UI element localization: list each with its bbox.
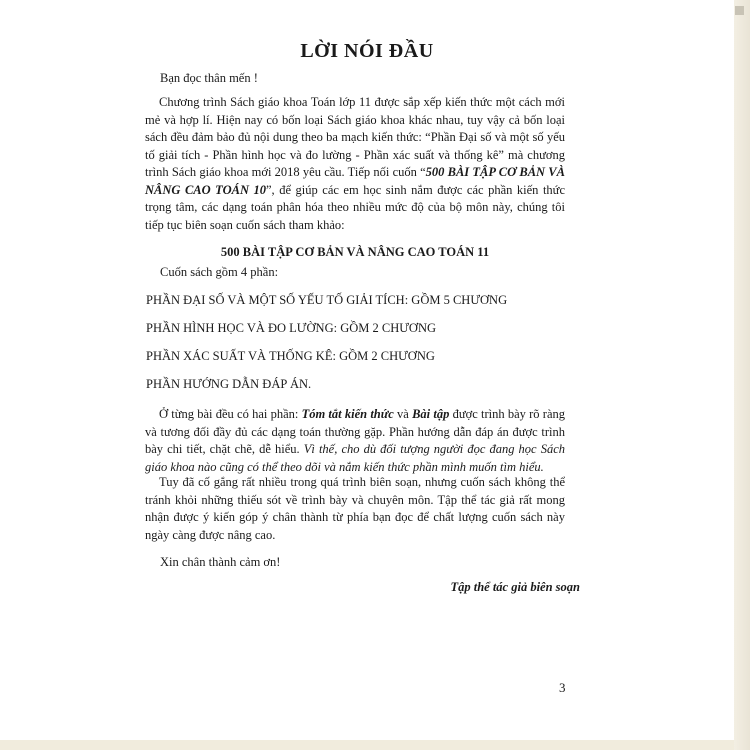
intro-text-1: Chương trình Sách giáo khoa Toán lớp 11 được sắp xếp kiến thức một cách mới mẻ và hợp lí. Hiện nay có bốn loại Sách giáo khoa khác nhau, tuy vậy cả bốn loại sách đều đảm bảo đủ nội dung theo ba mạch kiến thức: “Phần Đại số và một số yếu tố giải tích - Phần hình học và đo lường - Phần xác suất và thống kê” mà chương trình Sách giáo khoa mới 2018 yêu cầu. Tiếp nối cuốn “	[145, 95, 565, 179]
book-title: 500 BÀI TẬP CƠ BẢN VÀ NÂNG CAO TOÁN 11	[220, 245, 490, 259]
structure-paragraph	[145, 406, 565, 476]
exercise-term: Bài tập	[412, 407, 450, 421]
structure-text-a: Ở từng bài đều có hai phần:	[159, 407, 302, 421]
structure-text-e: được trình bày rõ ràng và tương đối đầy đủ các dạng toán thường gặp. Phần hướng dẫn đáp án được trình bày chi tiết, chặt chẽ, dễ hiểu.	[145, 407, 565, 456]
page-title: LỜI NÓI ĐẦU	[300, 40, 434, 62]
signature: Tập thể tác giả biên soạn	[450, 580, 580, 594]
corner-mark	[735, 6, 744, 15]
structure-text-italic: Vì thế, cho dù đối tượng người đọc đang học Sách giáo khoa nào cũng có thể theo dõi và nắm kiến thức phần mình muốn tìm hiểu.	[145, 442, 565, 474]
greeting: Bạn đọc thân mến !	[160, 71, 258, 85]
thanks-line: Xin chân thành cảm ơn!	[160, 555, 281, 569]
summary-term: Tóm tắt kiến thức	[301, 407, 394, 421]
book-reference: 500 BÀI TẬP CƠ BẢN VÀ NÂNG CAO TOÁN 10	[145, 165, 565, 197]
part-item: PHẦN HÌNH HỌC VÀ ĐO LƯỜNG: GỒM 2 CHƯƠNG	[146, 321, 437, 335]
intro-paragraph	[145, 94, 565, 234]
parts-intro: Cuốn sách gồm 4 phần:	[160, 265, 279, 279]
intro-text-2: ”, để giúp các em học sinh nắm được các phần kiến thức trọng tâm, các dạng toán phân hóa theo nhiều mức độ của bộ môn này, chúng tôi tiếp tục biên soạn cuốn sách tham khảo:	[145, 182, 565, 232]
page-number: 3	[559, 680, 566, 695]
part-item: PHẦN ĐẠI SỐ VÀ MỘT SỐ YẾU TỐ GIẢI TÍCH: GỒM 5 CHƯƠNG	[146, 293, 508, 307]
part-item: PHẦN HƯỚNG DẪN ĐÁP ÁN.	[146, 377, 312, 391]
apology-paragraph: Tuy đã cố gắng rất nhiều trong quá trình biên soạn, nhưng cuốn sách không thể tránh khỏi những thiếu sót về trình bày và chuyên môn. Tập thể tác giả rất mong nhận được ý kiến góp ý chân thành từ phía bạn đọc để chất lượng cuốn sách này ngày càng được nâng cao.	[145, 475, 565, 542]
part-item: PHẦN XÁC SUẤT VÀ THỐNG KÊ: GỒM 2 CHƯƠNG	[146, 349, 435, 363]
page-right-edge	[734, 0, 750, 750]
page-bottom-edge	[0, 740, 734, 750]
structure-text-c: và	[393, 407, 413, 421]
